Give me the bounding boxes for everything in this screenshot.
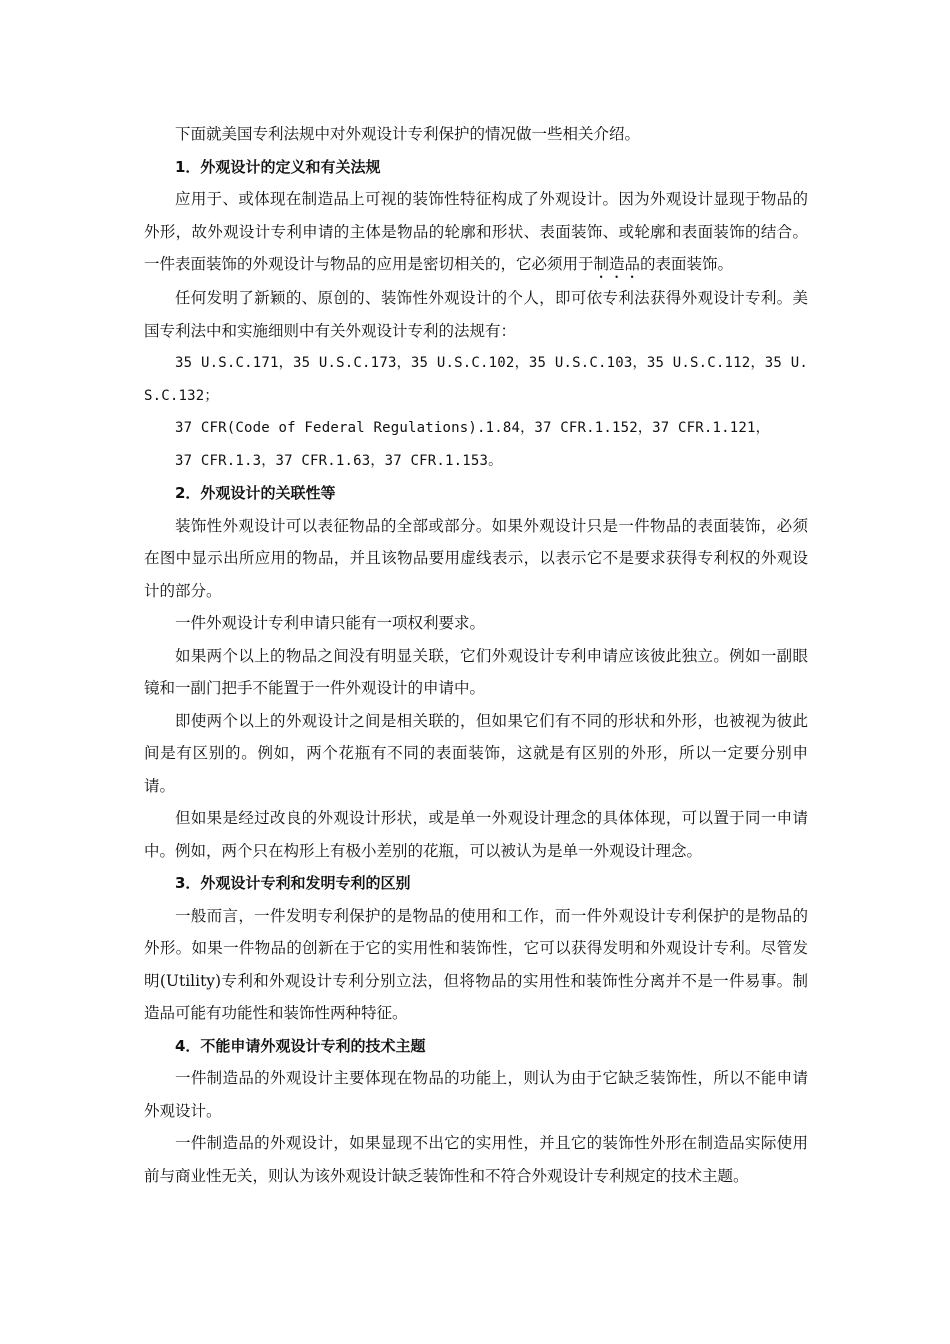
document-page bbox=[144, 118, 808, 1192]
section-1-paragraph-1 bbox=[144, 183, 808, 282]
section-3-heading: 3．外观设计专利和发明专利的区别 bbox=[175, 874, 411, 892]
section-3-paragraph-1: 一般而言，一件发明专利保护的是物品的使用和工作，而一件外观设计专利保护的是物品的外形。如果一件物品的创新在于它的实用性和装饰性，它可以获得发明和外观设计专利。尽管发明(Utility)专利和外观设计专利分别立法，但将物品的实用性和装饰性分离并不是一件易事。制造品可能有功能性和装饰性两种特征。 bbox=[144, 906, 808, 1022]
cfr-citations-line-2: 37 CFR.1.3，37 CFR.1.63，37 CFR.1.153。 bbox=[175, 452, 503, 469]
section-4-heading: 4．不能申请外观设计专利的技术主题 bbox=[175, 1036, 426, 1055]
section-1-paragraph-2: 任何发明了新颖的、原创的、装饰性外观设计的个人，即可依专利法获得外观设计专利。美国专利法中和实施细则中有关外观设计专利的法规有： bbox=[144, 289, 808, 340]
cfr-citations-line-1: 37 CFR(Code of Federal Regulations).1.84，37 CFR.1.152，37 CFR.1.121， bbox=[175, 420, 770, 436]
section-2-paragraph-4: 即使两个以上的外观设计之间是相关联的，但如果它们有不同的形状和外形，也被视为彼此间是有区别的。例如，两个花瓶有不同的表面装饰，这就是有区别的外形，所以一定要分别申请。 bbox=[144, 711, 808, 795]
section-2-heading: 2．外观设计的关联性等 bbox=[175, 484, 336, 502]
section-1-heading: 1．外观设计的定义和有关法规 bbox=[175, 157, 381, 176]
section-4-paragraph-1: 一件制造品的外观设计主要体现在物品的功能上，则认为由于它缺乏装饰性，所以不能申请外观设计。 bbox=[144, 1069, 808, 1120]
section-1-paragraph-1-tail: 的表面装饰。 bbox=[640, 255, 734, 273]
section-2-paragraph-2: 一件外观设计专利申请只能有一项权利要求。 bbox=[175, 614, 486, 632]
intro-paragraph: 下面就美国专利法规中对外观设计专利保护的情况做一些相关介绍。 bbox=[175, 125, 641, 143]
section-4-paragraph-2: 一件制造品的外观设计，如果显现不出它的实用性，并且它的装饰性外形在制造品实际使用前与商业性无关，则认为该外观设计缺乏装饰性和不符合外观设计专利规定的技术主题。 bbox=[144, 1134, 808, 1185]
section-2-paragraph-1: 装饰性外观设计可以表征物品的全部或部分。如果外观设计只是一件物品的表面装饰，必须在图中显示出所应用的物品，并且该物品要用虚线表示，以表示它不是要求获得专利权的外观设计的部分。 bbox=[144, 516, 808, 600]
emphasized-term: 制造品 bbox=[593, 255, 641, 273]
section-2-paragraph-3: 如果两个以上的物品之间没有明显关联，它们外观设计专利申请应该彼此独立。例如一副眼镜和一副门把手不能置于一件外观设计的申请中。 bbox=[144, 646, 808, 697]
section-1-paragraph-1-text: 应用于、或体现在制造品上可视的装饰性特征构成了外观设计。因为外观设计显现于物品的外形，故外观设计专利申请的主体是物品的轮廓和形状、表面装饰、或轮廓和表面装饰的结合。一件表面装饰的外观设计与物品的应用是密切相关的，它必须用于 bbox=[144, 190, 808, 273]
section-2-paragraph-5: 但如果是经过改良的外观设计形状，或是单一外观设计理念的具体体现，可以置于同一申请中。例如，两个只在构形上有极小差别的花瓶，可以被认为是单一外观设计理念。 bbox=[144, 809, 808, 860]
usc-citations: 35 U.S.C.171，35 U.S.C.173，35 U.S.C.102，35 U.S.C.103，35 U.S.C.112，35 U.S.C.132； bbox=[144, 355, 808, 404]
